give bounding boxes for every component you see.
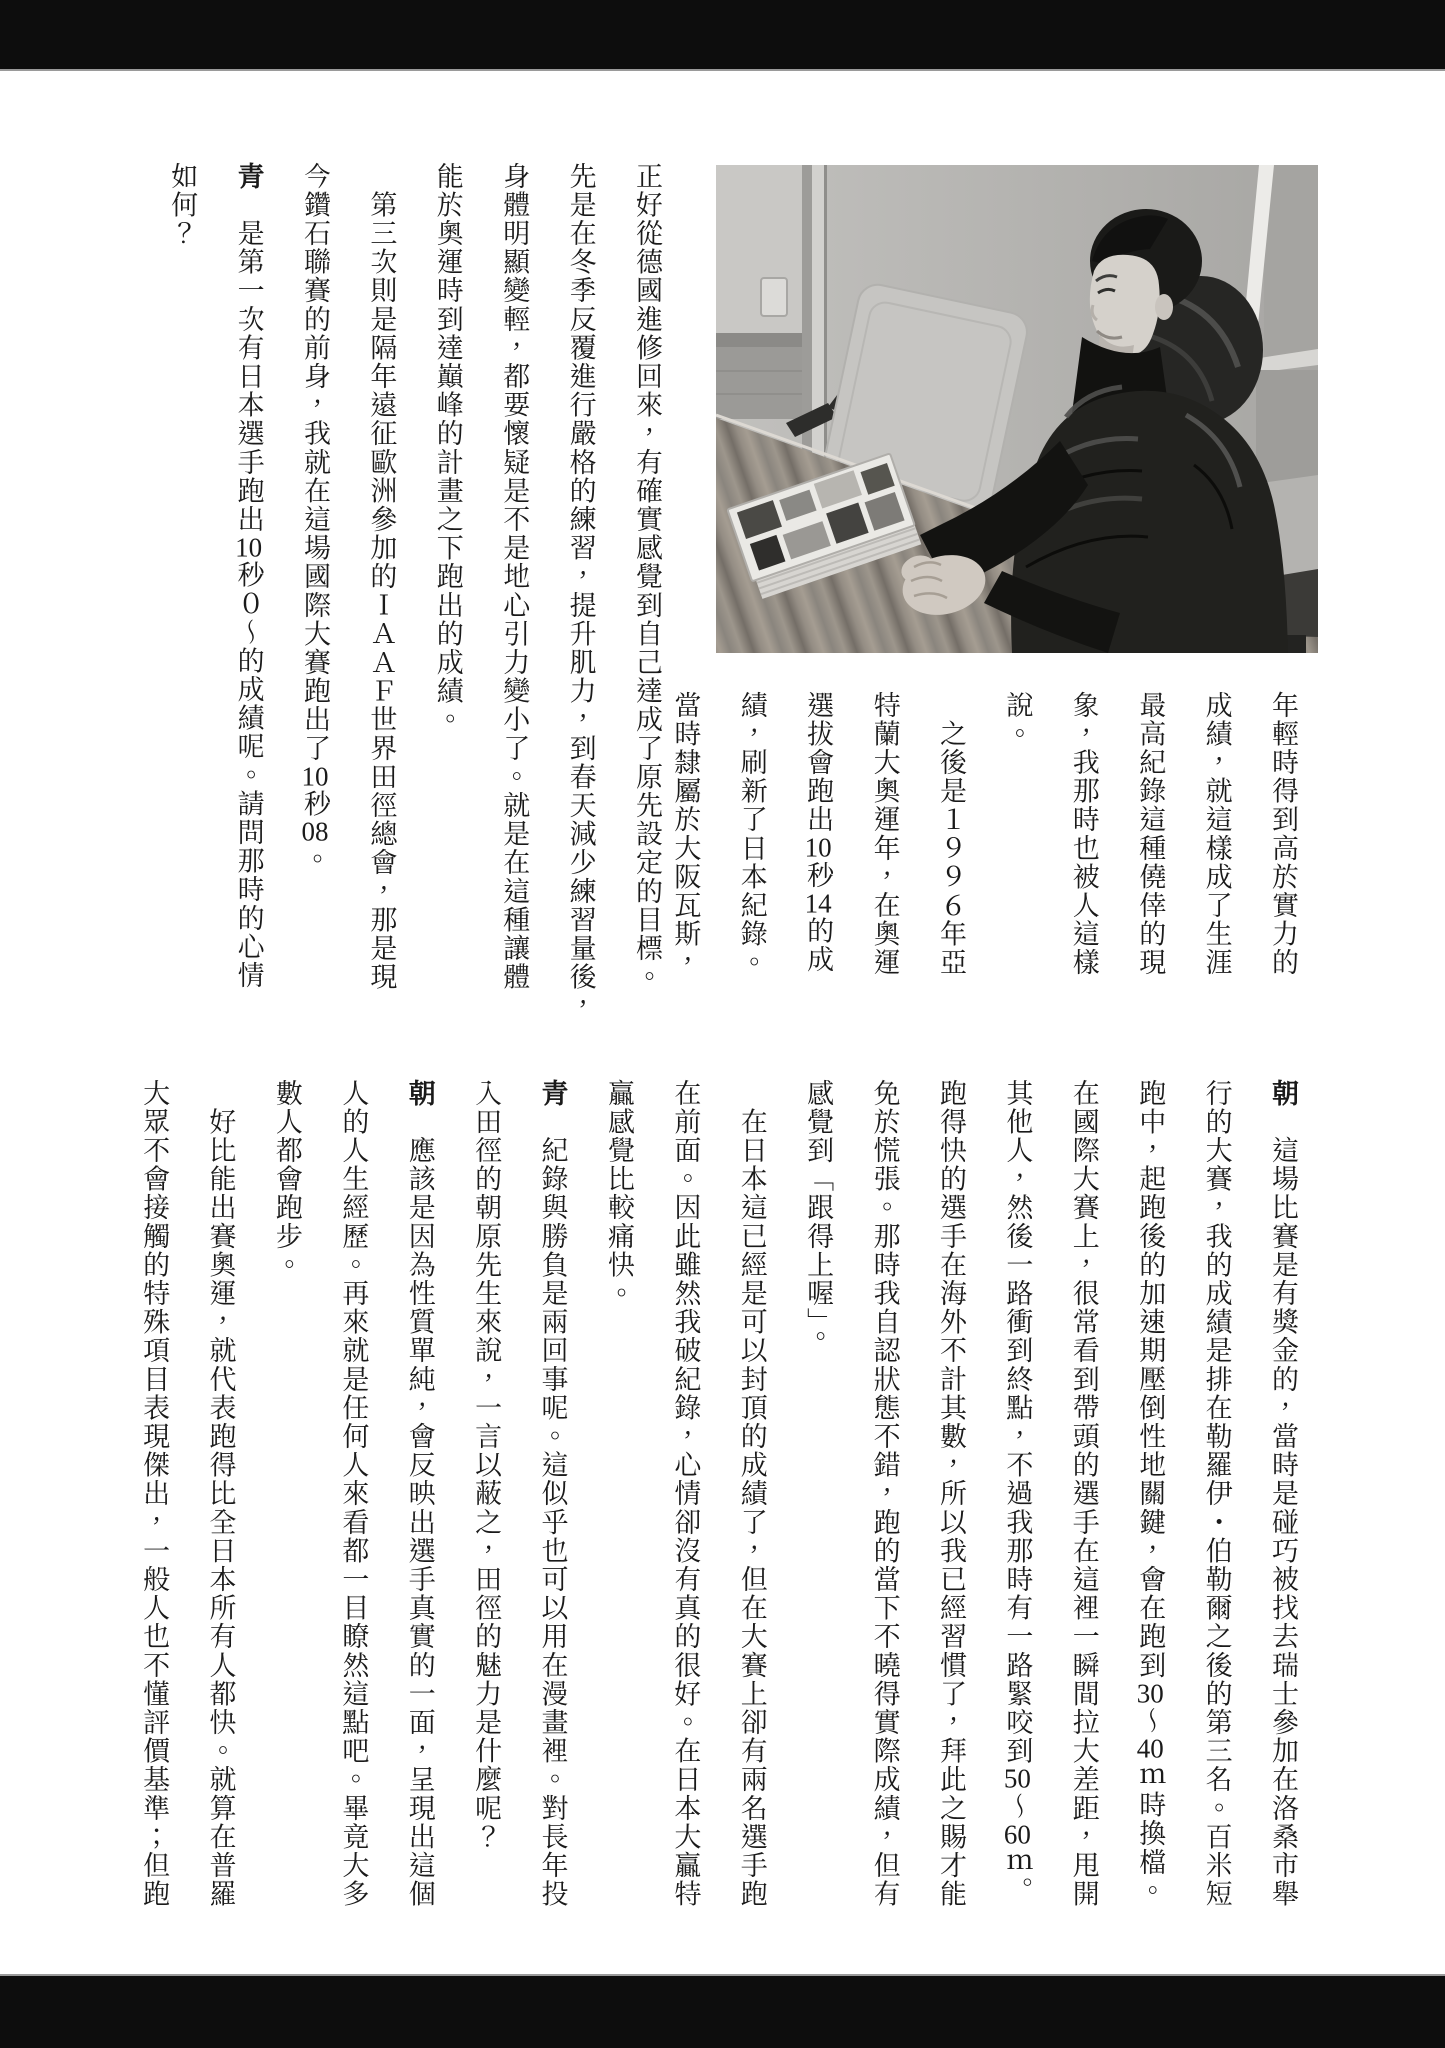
text-column: 在國際大賽上，很常看到帶頭的選手在這裡一瞬間拉大差距，甩開: [1068, 1079, 1099, 1909]
text-column: 特蘭大奧運年，在奧運: [869, 691, 900, 977]
text-column: 正好從德國進修回來，有確實感覺到自己達成了原先設定的目標。: [632, 162, 662, 992]
text-column: 在日本這已經是可以封頂的成績了，但在大賽上卻有兩名選手跑: [736, 1079, 767, 1909]
text-column: 在前面。因此雖然我破紀錄，心情卻沒有真的很好。在日本大贏特: [670, 1079, 701, 1909]
text-column: 今鑽石聯賽的前身，我就在這場國際大賽跑出了10秒08。: [299, 162, 330, 874]
text-column: 贏感覺比較痛快。: [603, 1079, 634, 1308]
speaker-label: 青: [537, 1079, 568, 1108]
text-column: 最高紀錄這種僥倖的現: [1135, 691, 1166, 977]
text-column: 朝 應該是因為性質單純，會反映出選手真實的一面，呈現出這個: [404, 1079, 435, 1909]
text-column: 青 紀錄與勝負是兩回事呢。這似乎也可以用在漫畫裡。對長年投: [537, 1079, 568, 1909]
text-column: 年輕時得到高於實力的: [1268, 691, 1298, 977]
text-column: 當時隸屬於大阪瓦斯，: [670, 691, 701, 977]
top-black-bar: [0, 0, 1445, 71]
inline-number: 10: [804, 834, 832, 861]
text-column: 績，刷新了日本紀錄。: [736, 691, 767, 977]
inline-number: 30: [1136, 1679, 1164, 1707]
upper-left-text-block: [142, 162, 680, 1020]
text-column: 數人都會跑步。: [271, 1079, 302, 1280]
photo-baseboard: [716, 333, 802, 347]
text-column: 朝 這場比賽是有獎金的，當時是碰巧被找去瑞士參加在洛桑市舉: [1268, 1079, 1298, 1909]
text-column: 跑中，起跑後的加速期壓倒性地關鍵，會在跑到30～40ｍ時換檔。: [1135, 1079, 1166, 1906]
inline-number: 10: [235, 533, 263, 561]
speaker-label: 朝: [404, 1079, 435, 1108]
text-column: 好比能出賽奧運，就代表跑得比全日本所有人都快。就算在普羅: [205, 1079, 236, 1909]
text-column: 感覺到「跟得上喔」。: [803, 1079, 834, 1352]
text-column: 免於慌張。那時我自認狀態不錯，跑的當下不曉得實際成績，但有: [869, 1079, 900, 1909]
photo-carpet: [716, 347, 802, 419]
inline-number: 50: [1003, 1765, 1031, 1793]
speaker-label: 朝: [1268, 1079, 1298, 1108]
text-column: 如何？: [167, 162, 198, 248]
text-column: 青 是第一次有日本選手跑出10秒０～的成績呢。請問那時的心情: [233, 162, 264, 990]
text-column: 象，我那時也被人這樣: [1068, 691, 1099, 977]
inline-number: 14: [804, 889, 832, 917]
interview-photo: [716, 165, 1318, 653]
inline-number: 08: [301, 818, 329, 846]
person-ear: [1155, 294, 1173, 320]
text-column: 第三次則是隔年遠征歐洲參加的ＩＡＡＦ世界田徑總會，那是現: [366, 162, 397, 992]
text-column: 說。: [1002, 691, 1033, 749]
inline-number: 40: [1136, 1735, 1164, 1763]
text-column: 成績，就這樣成了生涯: [1201, 691, 1232, 977]
text-column: 入田徑的朝原先生來說，一言以蔽之，田徑的魅力是什麼呢？: [471, 1079, 502, 1852]
text-column: 行的大賽，我的成績是排在勒羅伊・伯勒爾之後的第三名。百米短: [1201, 1079, 1232, 1909]
text-column: 身體明顯變輕，都要懷疑是不是地心引力變小了。就是在這種讓體: [499, 162, 530, 992]
bottom-black-bar: [0, 1974, 1445, 2048]
inline-number: 10: [301, 762, 329, 790]
text-column: 其他人，然後一路衝到終點，不過我那時有一路緊咬到50～60ｍ。: [1002, 1079, 1033, 1906]
upper-right-text-block: [646, 691, 1316, 983]
text-column: 之後是１９９６年亞: [935, 691, 966, 977]
text-column: 選拔會跑出10秒14的成: [803, 691, 834, 974]
text-column: 能於奧運時到達巔峰的計畫之下跑出的成績。: [432, 162, 463, 734]
text-column: 大眾不會接觸的特殊項目表現傑出，一般人也不懂評價基準；但跑: [139, 1079, 170, 1909]
text-column: 跑得快的選手在海外不計其數，所以我已經習慣了，拜此之賜才能: [935, 1079, 966, 1909]
lower-text-block: [116, 1079, 1316, 1915]
inline-number: 60: [1003, 1821, 1031, 1849]
text-column: 人的人生經歷。再來就是任何人來看都一目瞭然這點吧。畢竟大多: [338, 1079, 369, 1909]
photo-light-switch: [761, 278, 787, 316]
text-column: 先是在冬季反覆進行嚴格的練習，提升肌力，到春天減少練習量後，: [565, 162, 596, 1020]
speaker-label: 青: [233, 162, 264, 191]
photo-right-wall: [1264, 165, 1318, 365]
